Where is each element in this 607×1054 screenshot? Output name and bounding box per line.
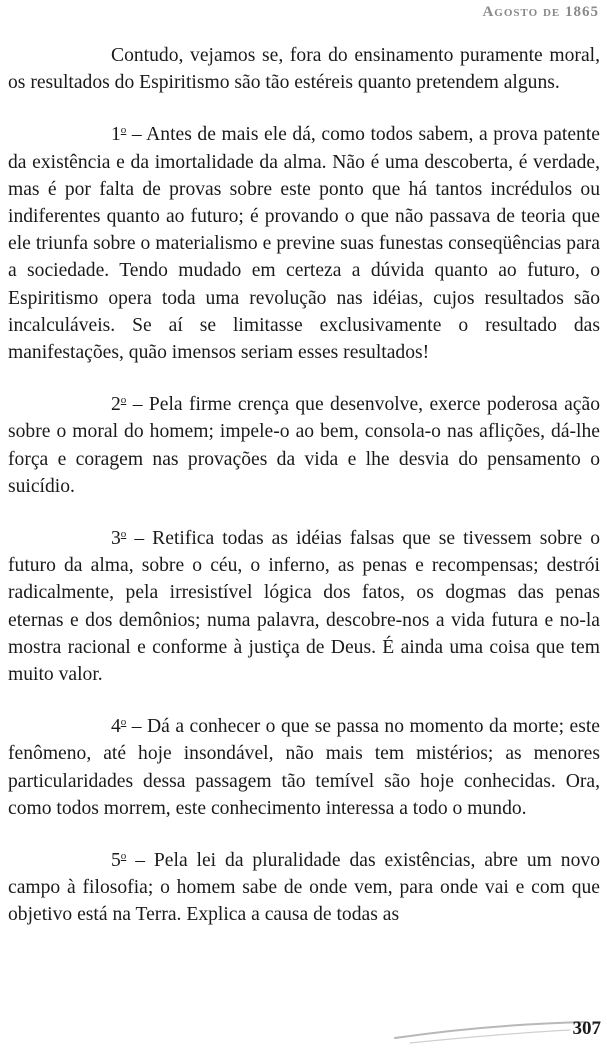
item-number: 2 (111, 394, 121, 416)
ordinal-mark: o (120, 716, 127, 729)
paragraph-text: – Pela firme crença que desenvolve, exerce poderosa ação sobre o moral do homem; impele-o ao bem, consola-o nas aflições, dá-lhe força e coragem nas provações da vida e lhe desvia do pensamento o suicídio. (8, 394, 600, 497)
paragraph-item-5 (8, 847, 600, 929)
item-number: 3 (111, 528, 121, 550)
paragraph-text: – Pela lei da pluralidade das existências, abre um novo campo à filosofia; o homem sabe de onde vem, para onde vai e com que objetivo está na Terra. Explica a causa de todas as (8, 850, 600, 926)
item-number: 5 (111, 850, 121, 872)
ordinal-mark: o (120, 124, 127, 137)
paragraph-intro (8, 42, 600, 96)
paragraph-item-1 (8, 121, 600, 366)
running-header: Agosto de 1865 (482, 4, 599, 20)
ordinal-mark: o (120, 528, 127, 541)
paragraph-item-4 (8, 713, 600, 822)
paragraph-text: – Retifica todas as idéias falsas que se tivessem sobre o futuro da alma, sobre o céu, o inferno, as penas e recompensas; destrói radicalmente, pela irresistível lógica dos fatos, os dogmas das penas eternas e dos demônios; numa palavra, descobre-nos a vida futura e no-la mostra racional e conforme à justiça de Deus. É ainda uma coisa que tem muito valor. (8, 528, 600, 686)
paragraph-item-3 (8, 525, 600, 688)
paragraph-text: – Antes de mais ele dá, como todos sabem, a prova patente da existência e da imortalidade da alma. Não é uma descoberta, é verdade, mas é por falta de provas sobre este ponto que há tantos incrédulos ou indiferentes quanto ao futuro; é provando o que não passava de teoria que ele triunfa sobre o materialismo e previne suas funestas conseqüências para a sociedade. Tendo mudado em certeza a dúvida quanto ao futuro, o Espiritismo opera toda uma revolução nas idéias, cujos resultados são incalculáveis. Se aí se limitasse exclusivamente o resultado das manifestações, quão imensos seriam esses resultados! (8, 124, 600, 364)
page-number: 307 (572, 1018, 601, 1039)
paragraph-text: – Dá a conhecer o que se passa no momento da morte; este fenômeno, até hoje insondável, não mais tem mistérios; as menores particularidades dessa passagem tão temível são hoje conhecidas. Ora, como todos morrem, este conhecimento interessa a todo o mundo. (8, 716, 600, 819)
item-number: 4 (111, 716, 121, 738)
paragraph-text: Contudo, vejamos se, fora do ensinamento puramente moral, os resultados do Espiritismo são tão estéreis quanto pretendem alguns. (8, 45, 600, 94)
ordinal-mark: o (120, 850, 127, 863)
decorative-swoosh-icon (390, 1010, 590, 1050)
item-number: 1 (111, 124, 121, 146)
paragraph-item-2 (8, 391, 600, 500)
page-body (8, 42, 600, 929)
ordinal-mark: o (120, 394, 127, 407)
